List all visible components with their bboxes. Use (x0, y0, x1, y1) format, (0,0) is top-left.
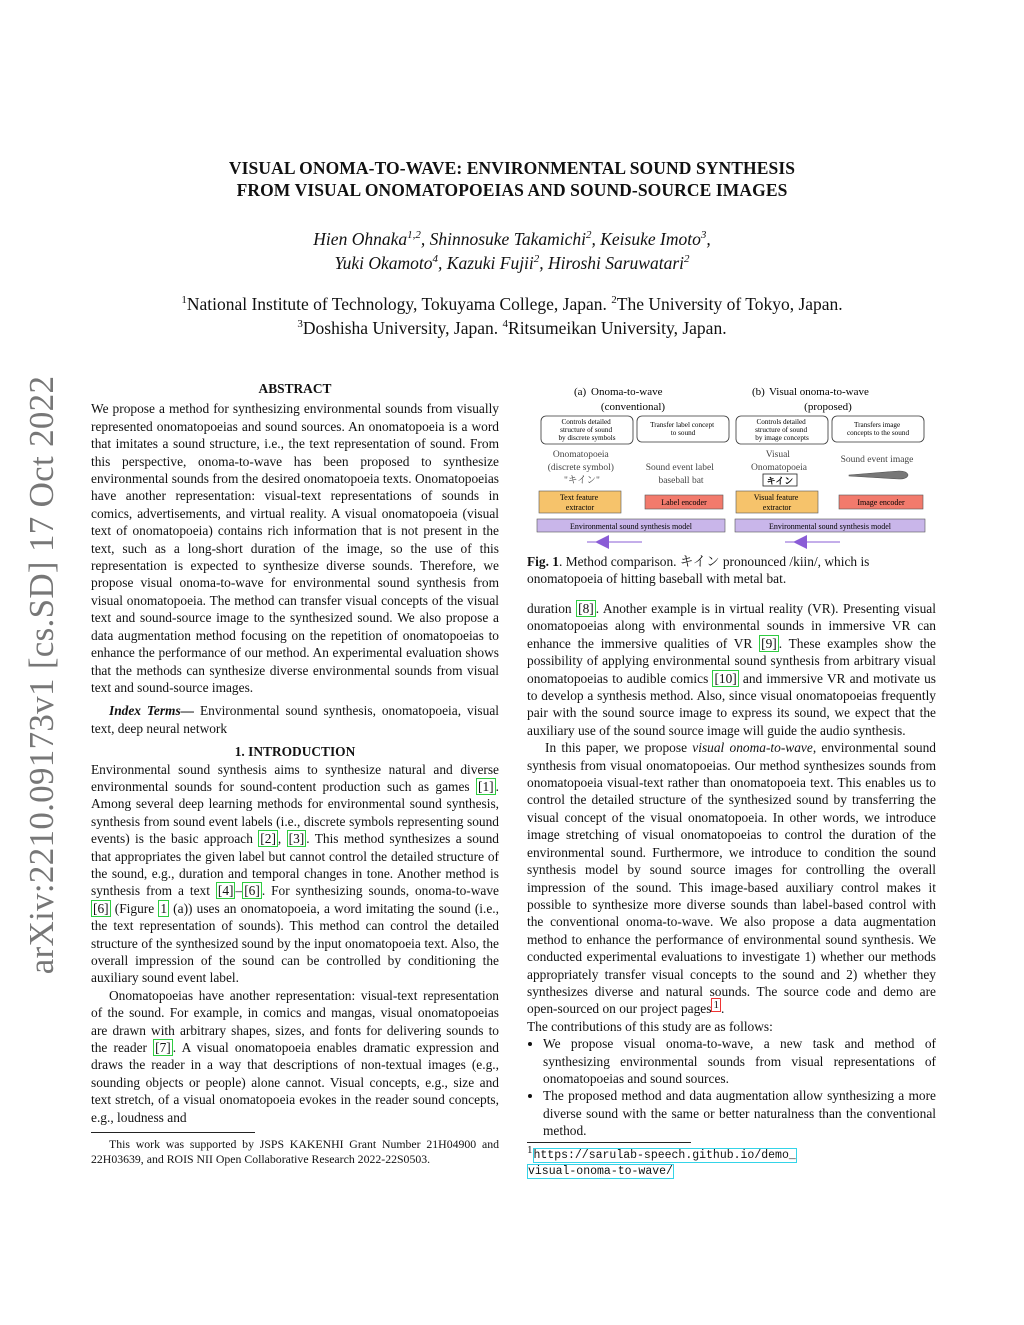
funding-footnote: This work was supported by JSPS KAKENHI Grant Number 21H04900 and 22H03639, and ROIS NII Open Collaborative Research 2022-22S0503. (91, 1137, 499, 1167)
project-url-link[interactable]: visual-onoma-to-wave/ (528, 1164, 673, 1178)
affiliation: The University of Tokyo, Japan. (616, 294, 843, 314)
list-item: • We propose visual onoma-to-wave, a new task and method of synthesizing environmental sounds from visual representations of onomatopoeias and sound sources. (543, 1035, 936, 1087)
index-terms: Index Terms— Environmental sound synthesis, onomatopoeia, visual text, deep neural network (91, 703, 499, 736)
author-list: Hien Ohnaka$^{1,2}$, Shinnosuke Takamichi$^2$, Keisuke Imoto$^3$, Yuki Okamoto$^4$, Kazuki Fujii$^2$, Hiroshi Saruwatari$^2$ (313, 229, 711, 273)
panel-a-label: (a) (574, 386, 587, 398)
sound-event-image-input: Sound event image (840, 455, 914, 465)
affiliation: Ritsumeikan University, Japan. (508, 318, 727, 338)
right-column (527, 600, 936, 1179)
footnote-divider (91, 1132, 255, 1133)
sound-event-label-input: Sound event label baseball bat (645, 463, 714, 486)
panel-b-title: Visual onoma-to-wave (769, 386, 869, 398)
affiliation: National Institute of Technology, Tokuyama College, Japan. (186, 294, 607, 314)
url-footnote: $^1$https://sarulab-speech.github.io/demo_ visual-onoma-to-wave/ (527, 1143, 796, 1178)
panel-a-subtitle: (conventional) (600, 401, 666, 413)
figure-1-caption: Fig. 1. Method comparison. キイン pronounced /kiin/, which is onomatopoeia of hitting baseball with metal bat. (527, 554, 870, 587)
title-line-2: FROM VISUAL ONOMATOPOEIAS AND SOUND-SOURCE IMAGES (236, 180, 788, 200)
right-paragraph-2: In this paper, we propose visual onoma-to-wave, environmental sound synthesis from visual onomatopoeias. Our method synthesizes sounds from onomatopoeia visual-text rather than onomatopoeia text. This enables us to control the detailed structure of the synthesized sound by transferring the visual concept of the visual onomatopoeia. In other words, we introduce image stretching of visual onomatopoeias to control the duration of the environmental sound. Furthermore, we introduce to condition the sound synthesis model by sound source images for controlling the overall impression of the sound. This image-based auxiliary control makes it possible to synthesize more diverse sounds than label-based control with the conventional onoma-to-wave. We also propose a data augmentation method to enhance the performance of environmental sound synthesis. We conducted experimental evaluations to investigate 1) whether our methods appropriately transfer visual concepts to the sound and 2) whether they synthesizes diverse and natural sounds. The source code and demo are open-sourced on our project pages $^1$ . (527, 740, 936, 1017)
figure-1-diagram (527, 383, 937, 553)
svg-text:Visual feature extractor: Visual feature extractor (753, 493, 799, 512)
abstract-heading: ABSTRACT (258, 381, 332, 396)
baseball-bat-icon (849, 471, 908, 479)
right-paragraph-1: duration [8] . Another example is in virtual reality (VR). Presenting visual onomatopoeias along with environmental sounds in immersive VR can enhance the immersive qualities of VR [9] . These examples show the possibility of applying environmental sound synthesis from arbitrary visual onomatopoeias to audible comics [10] and immersive VR and motivate us to develop a synthesis method. Also, since visual onomatopoeias frequently pair with the sound source image to express its sound, we expect that the auxiliary use of the sound source image will guide the audio synthesis. (527, 601, 937, 738)
waveform-output-arrow (785, 535, 840, 549)
intro-paragraph-1: Environmental sound synthesis aims to synthesize natural and diverse environmental sounds for sound-content production such as games [1] . Among several deep learning methods for environmental sound synthesis, synthesis from sound event labels (i.e., discrete symbols representing sound events) is the basic approach [2] , [3] . This method synthesizes a sound that appropriates the given label but cannot control the detailed structure of the sound, e.g., duration and temporal changes in tone. Another method is synthesis from a text [4] – [6] . For synthesizing sounds, onoma-to-wave [6] (Figure 1 (a)) uses an onomatopoeia, a word imitating the sound (i.e., the text representation of sounds). This method can control the detailed structure of the synthesized sound by the input onomatopoeia text. Also, the overall impression of the sound can be controlled by conditioning the auxiliary sound event label. (91, 761, 499, 986)
panel-a-title: Onoma-to-wave (591, 386, 663, 398)
citation-link[interactable]: [6] (93, 900, 109, 916)
citation-link[interactable]: [2] (260, 831, 276, 847)
citation-link[interactable]: [9] (761, 635, 777, 651)
author: Yuki Okamoto (334, 253, 433, 273)
affiliations: $^1$National Institute of Technology, Tokuyama College, Japan. $^2$The University of Tokyo, Japan. $^3$Doshisha University, Japan. $^4$Ritsumeikan University, Japan. (181, 294, 843, 338)
left-column (91, 380, 499, 1167)
arxiv-id-text: arXiv:2210.09173v1 [cs.SD] 17 Oct 2022 (22, 375, 61, 975)
svg-text:Controls detailed struct: Controls detailed structure of sound by image concepts (755, 418, 809, 442)
citation-link[interactable]: [4] (217, 883, 234, 899)
intro-heading: 1. INTRODUCTION (234, 744, 356, 760)
author: Hien Ohnaka (313, 229, 408, 249)
svg-text:Transfers image concepts: Transfers image concepts to the sound (846, 421, 910, 437)
arxiv-identifier (12, 375, 72, 975)
project-url-link[interactable]: https://sarulab-speech.github.io/demo_ (533, 1148, 796, 1162)
citation-link[interactable]: [8] (578, 601, 594, 616)
paper-title (0, 157, 1024, 201)
svg-text:Image encoder: Image encoder (857, 498, 905, 507)
panel-b-label: (b) (752, 386, 765, 398)
intro-paragraph-2: Onomatopoeias have another representation: visual-text representation of the sound. For example, in comics and mangas, visual onomatopoeias are drawn with arbitrary shapes, sizes, and fonts for delivering sounds to the reader [7] . A visual onomatopoeia enables dramatic expression and draws the reader in a way that descriptions of non-textual images (e.g., sounding objects or people) alone cannot. Visual concepts, e.g., size and text stretch, of a visual onomatopoeia evokes in the reader sound concepts, e.g., loudness and (91, 987, 499, 1125)
author: Kazuki Fujii (446, 253, 534, 273)
title-line-1: VISUAL ONOMA-TO-WAVE: ENVIRONMENTAL SOUND SYNTHESIS (228, 158, 796, 178)
svg-text:Label encoder: Label encoder (661, 498, 707, 507)
figure-1 (527, 383, 937, 553)
onomatopoeia-input: Onomatopoeia (discrete symbol) "キイン" (547, 450, 614, 486)
svg-text:Text feature extractor: Text feature extractor (559, 493, 599, 512)
citation-link[interactable]: [1] (478, 778, 494, 794)
svg-text:Transfer label concept t: Transfer label concept to sound (650, 421, 715, 437)
footnote-divider (527, 1142, 691, 1143)
list-item: • The proposed method and data augmentation allow synthesizing a more diverse sound with the same or better naturalness than the conventional method. (543, 1087, 936, 1139)
affiliation: Doshisha University, Japan. (302, 318, 499, 338)
svg-text:キイン: キイン (766, 476, 794, 486)
svg-text:Environmental sound synthesis: Environmental sound synthesis model (769, 522, 891, 531)
author: Shinnosuke Takamichi (429, 229, 586, 249)
author: Hiroshi Saruwatari (548, 253, 685, 273)
abstract-text: We propose a method for synthesizing environmental sounds from visually represented onomatopoeias and sound sources. An onomatopoeia is a word that imitates a sound structure, i.e., the text representation of sound. From this perspective, onoma-to-wave has been proposed to synthesize environmental sounds from the desired onomatopoeia texts. Onomatopoeias have another representation: visual-text representations of sounds in comics, advertisements, and virtual reality. A visual onomatopoeia (visual text of onomatopoeia) contains rich information that is not present in the text, such as a long-short duration of the image, so the use of this representation is expected to synthesize diverse sounds. Therefore, we propose visual onoma-to-wave for environmental sound synthesis from visual onomatopoeia. The method can transfer visual concepts of the visual text and sound-source image to the synthesized sound. We also propose a data augmentation method focusing on the repetition of onomatopoeias to enhance the performance of our method. An experimental evaluation shows that the methods can synthesize diverse environmental sounds from visual text and sound-source images. (91, 401, 499, 695)
footnote-link[interactable]: 1 (713, 998, 719, 1011)
panel-b-subtitle: (proposed) (804, 401, 852, 413)
citation-link[interactable]: [7] (155, 1040, 171, 1056)
svg-text:Controls detailed struct: Controls detailed structure of sound by discrete symbols (558, 418, 616, 442)
citation-link[interactable]: [3] (288, 831, 305, 847)
svg-text:Environmental sound synthesis: Environmental sound synthesis model (570, 522, 692, 531)
figure-link[interactable]: 1 (160, 900, 168, 916)
citation-link[interactable]: [10] (714, 670, 737, 686)
visual-onomatopoeia-input: Visual Onomatopoeia (751, 450, 807, 473)
contributions-list (527, 1035, 936, 1139)
contributions-intro: The contributions of this study are as follows: (527, 1018, 773, 1034)
waveform-output-arrow (587, 535, 642, 549)
citation-link[interactable]: [6] (244, 883, 260, 899)
author: Keisuke Imoto (600, 229, 701, 249)
